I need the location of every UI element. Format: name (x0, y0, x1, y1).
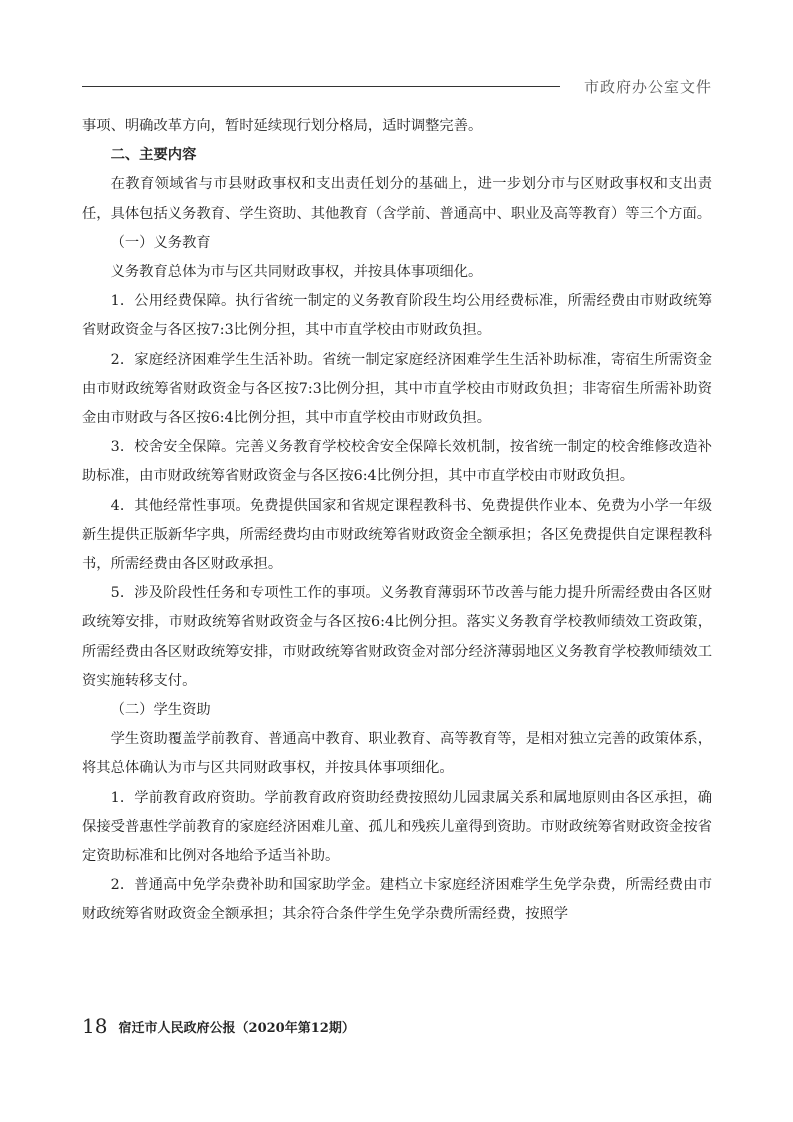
paragraph: 学生资助覆盖学前教育、普通高中教育、职业教育、高等教育等，是相对独立完善的政策体系，将其总体确认为市与区共同财政事权，并按具体事项细化。 (82, 731, 712, 777)
page-header (82, 76, 712, 100)
paragraph: 3．校舍安全保障。完善义务教育学校校舍安全保障长效机制，按省统一制定的校舍维修改造补助标准，由市财政统筹省财政资金与各区按6:4比例分担，其中市直学校由市财政负担。 (82, 439, 712, 485)
section-heading: 二、主要内容 (110, 147, 197, 164)
header-title: 市政府办公室文件 (583, 78, 712, 96)
subsection-heading: （二）学生资助 (110, 702, 211, 719)
page-footer (82, 1014, 712, 1038)
paragraph: 在教育领域省与市县财政事权和支出责任划分的基础上，进一步划分市与区财政事权和支出责任，具体包括义务教育、学生资助、其他教育（含学前、普通高中、职业及高等教育）等三个方面。 (82, 176, 712, 222)
paragraph: 4．其他经常性事项。免费提供国家和省规定课程教科书、免费提供作业本、免费为小学一年级新生提供正版新华字典，所需经费均由市财政统筹省财政资金全额承担；各区免费提供自定课程教科书，所需经费由各区财政承担。 (82, 497, 712, 573)
publication-title: 宿迁市人民政府公报（2020年第12期） (118, 1020, 355, 1036)
paragraph: 1．公用经费保障。执行省统一制定的义务教育阶段生均公用经费标准，所需经费由市财政统筹省财政资金与各区按7:3比例分担，其中市直学校由市财政负担。 (82, 293, 712, 339)
paragraph-continuation: 事项、明确改革方向，暂时延续现行划分格局，适时调整完善。 (82, 118, 483, 134)
paragraph: 2．普通高中免学杂费补助和国家助学金。建档立卡家庭经济困难学生免学杂费，所需经费由市财政统筹省财政资金全额承担；其余符合条件学生免学杂费所需经费，按照学 (82, 877, 712, 923)
header-rule (82, 86, 560, 87)
paragraph: 义务教育总体为市与区共同财政事权，并按具体事项细化。 (110, 264, 483, 281)
paragraph: 1．学前教育政府资助。学前教育政府资助经费按照幼儿园隶属关系和属地原则由各区承担，确保接受普惠性学前教育的家庭经济困难儿童、孤儿和残疾儿童得到资助。市财政统筹省财政资金按省定资助标准和比例对各地给予适当补助。 (82, 789, 712, 865)
document-body (82, 112, 712, 930)
subsection-heading: （一）义务教育 (110, 234, 211, 251)
paragraph: 5．涉及阶段性任务和专项性工作的事项。义务教育薄弱环节改善与能力提升所需经费由各区财政统筹安排，市财政统筹省财政资金与各区按6:4比例分担。落实义务教育学校教师绩效工资政策，所需经费由各区财政统筹安排，市财政统筹省财政资金对部分经济薄弱地区义务教育学校教师绩效工资实施转移支付。 (82, 585, 712, 689)
page-number: 18 (82, 1014, 108, 1038)
paragraph: 2．家庭经济困难学生生活补助。省统一制定家庭经济困难学生生活补助标准，寄宿生所需资金由市财政统筹省财政资金与各区按7:3比例分担，其中市直学校由市财政负担；非寄宿生所需补助资金由市财政与各区按6:4比例分担，其中市直学校由市财政负担。 (82, 351, 712, 427)
